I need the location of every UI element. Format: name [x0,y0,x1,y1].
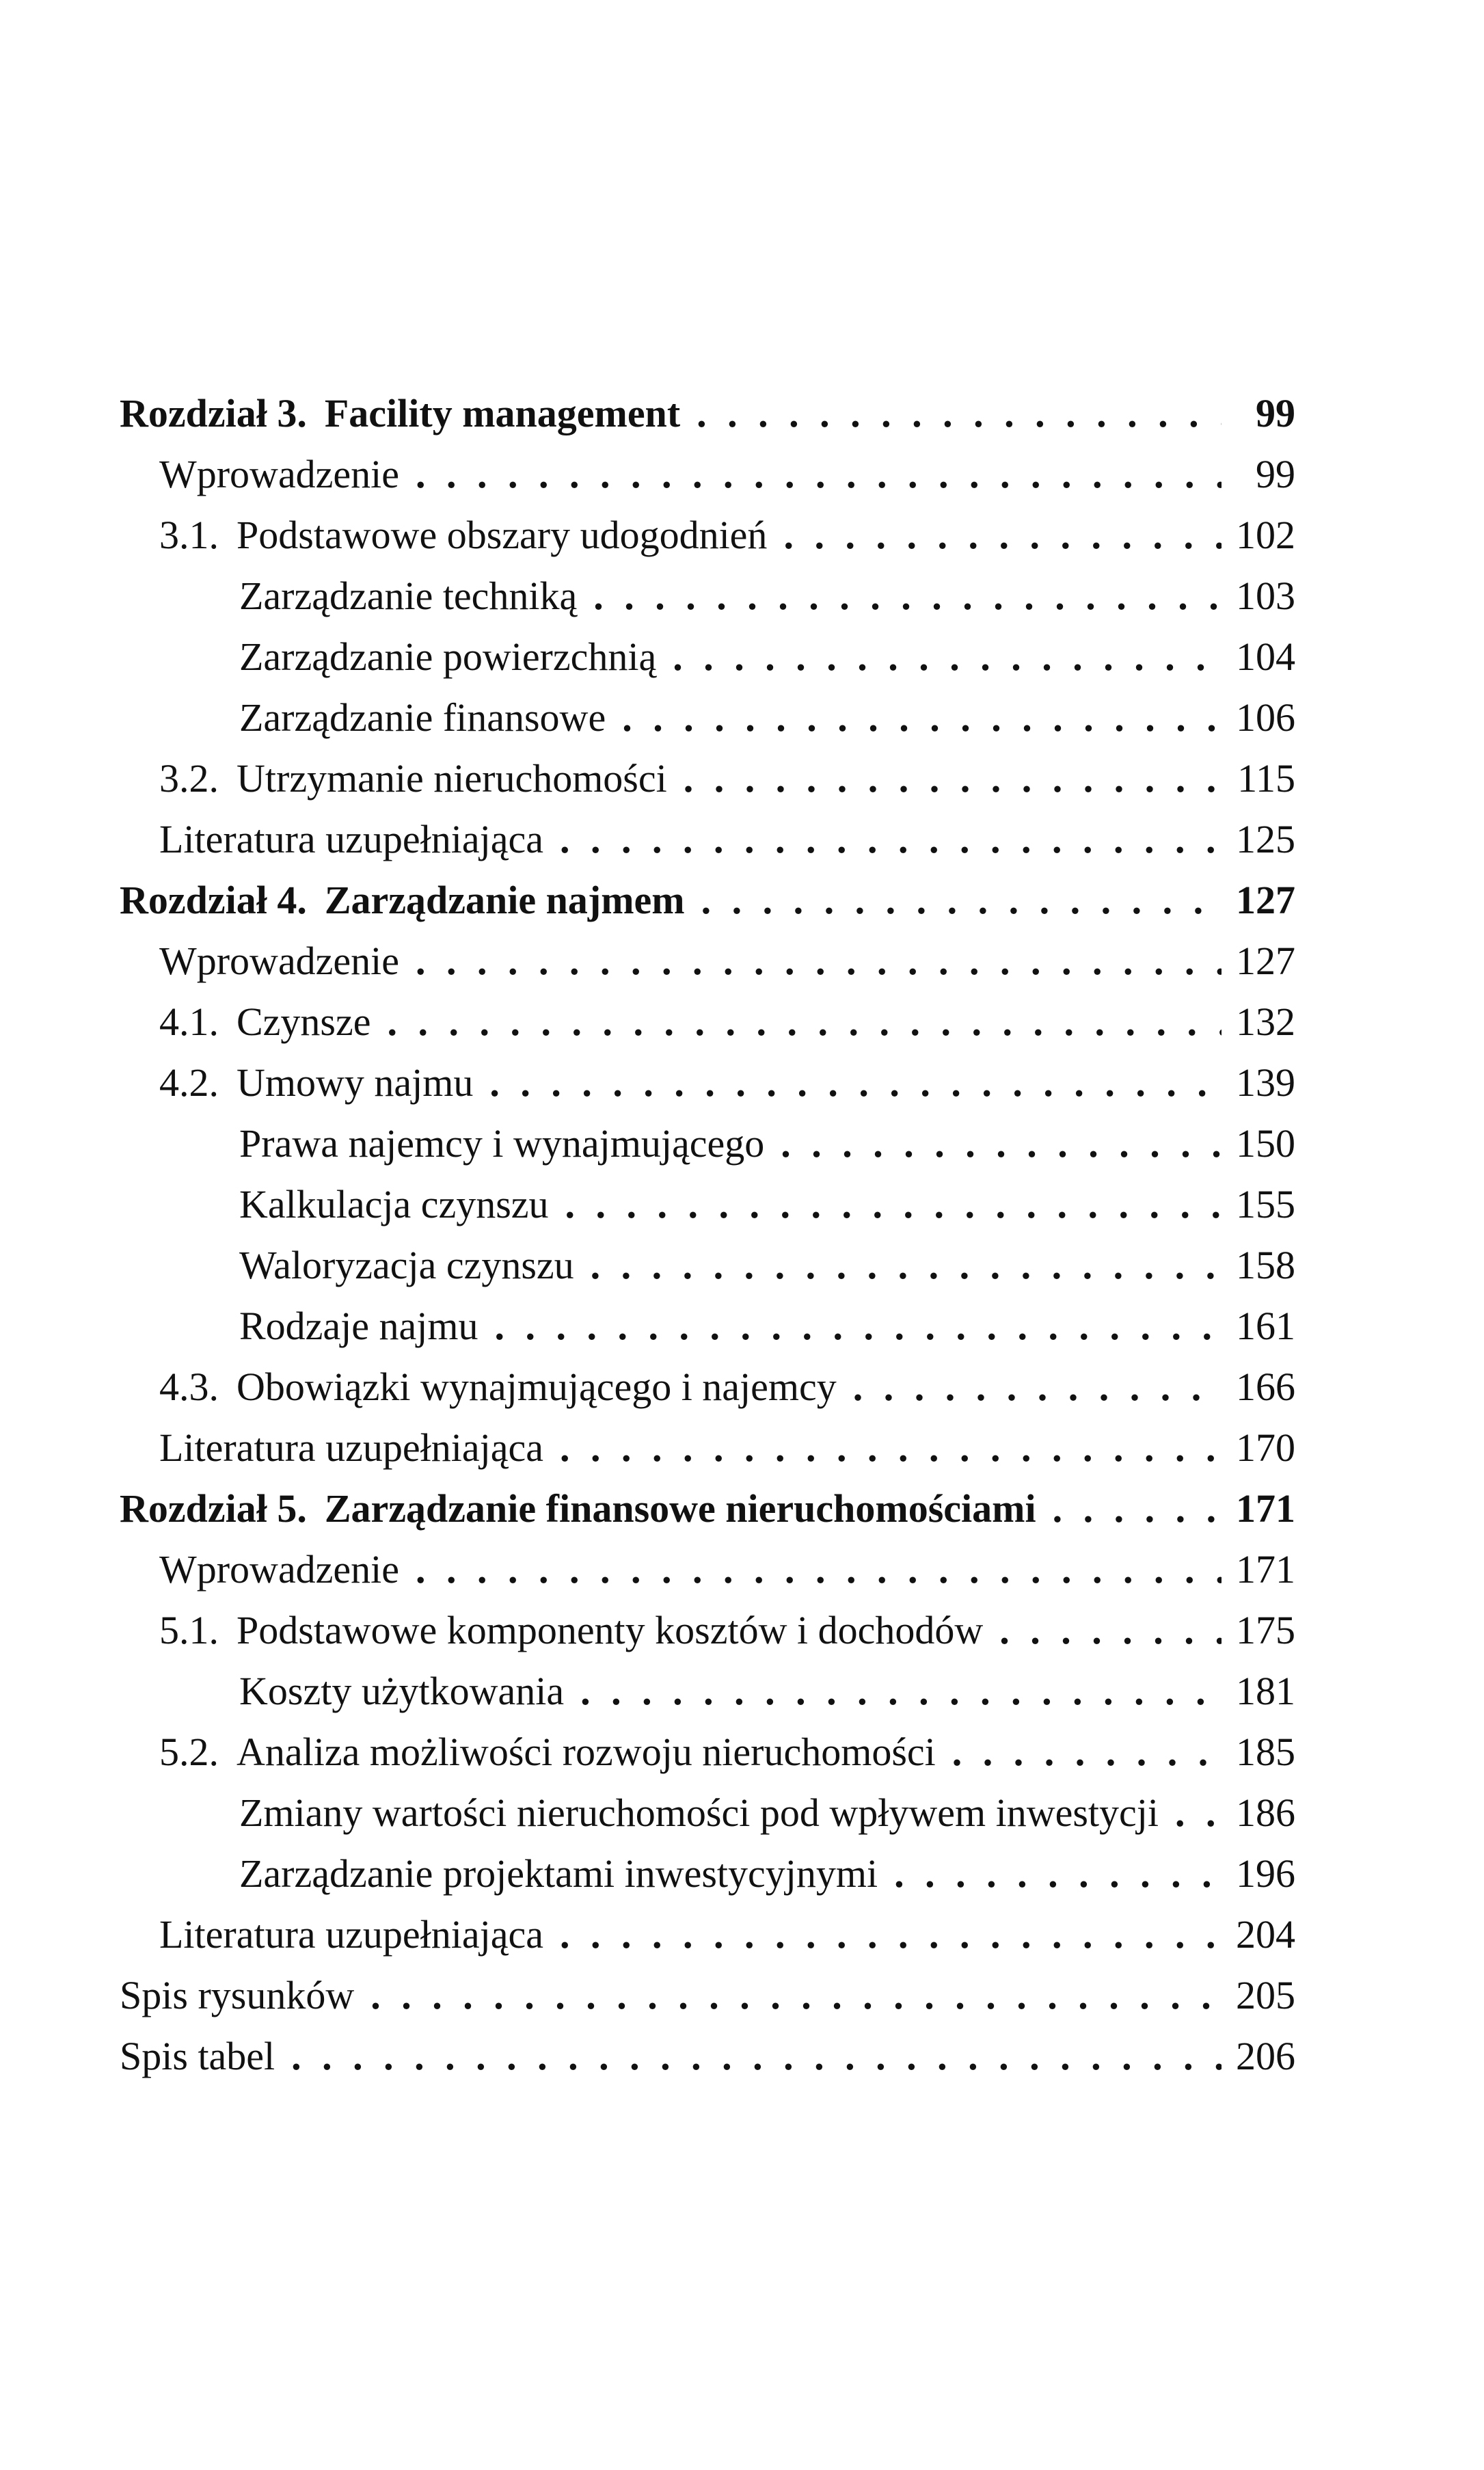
toc-page-number: 99 [1256,452,1295,496]
toc-row [120,505,1295,565]
toc-row [120,748,1295,809]
toc-entry-title: Zarządzanie finansowe nieruchomościami [324,1486,1036,1531]
toc-row [120,1965,1295,2026]
toc-page-number: 171 [1236,1486,1295,1531]
toc-page-number: 171 [1236,1547,1295,1592]
toc-row [120,1843,1295,1904]
toc-chapter-row [120,383,1295,444]
toc-row [120,565,1295,626]
dot-leader [495,1296,1222,1356]
dot-leader [783,505,1222,565]
toc-entry-title: Kalkulacja czynszu [239,1182,549,1226]
toc-entry-title: Analiza możliwości rozwoju nieruchomości [237,1730,936,1774]
toc-page-number: 158 [1236,1243,1295,1287]
dot-leader [781,1113,1222,1174]
toc-page-number: 115 [1237,756,1295,801]
toc-entry-title: Obowiązki wynajmującego i najemcy [237,1365,837,1409]
toc-row [120,991,1295,1052]
dot-leader [673,626,1222,687]
toc-entry-title: Podstawowe komponenty kosztów i dochodów [237,1608,984,1652]
toc-page-number: 106 [1236,695,1295,740]
toc-row [120,1721,1295,1782]
toc-entry-title: Zarządzanie powierzchnią [239,634,657,679]
dot-leader [291,2026,1222,2086]
toc-entry-title: Zarządzanie finansowe [239,695,606,740]
dot-leader [388,991,1222,1052]
dot-leader [952,1721,1222,1782]
toc-entry-title: Koszty użytkowania [239,1669,565,1713]
dot-leader [591,1235,1222,1296]
toc-page-number: 186 [1236,1790,1295,1835]
dot-leader [416,444,1222,505]
toc-entry-title: Spis rysunków [120,1973,355,2017]
toc-entry-title: Wprowadzenie [159,1547,400,1592]
dot-leader [593,565,1222,626]
toc-page-number: 104 [1236,634,1295,679]
dot-leader [489,1052,1222,1113]
toc-page-number: 150 [1236,1121,1295,1166]
toc-entry-title: Zarządzanie techniką [239,574,578,618]
toc-entry-title: Zarządzanie projektami inwestycyjnymi [239,1851,878,1896]
toc-entry-title: Wprowadzenie [159,452,400,496]
toc-page-number: 206 [1236,2034,1295,2078]
toc-page-number: 181 [1236,1669,1295,1713]
toc-page-number: 175 [1236,1608,1295,1652]
dot-leader [560,1904,1222,1965]
toc-row [120,626,1295,687]
dot-leader [580,1661,1222,1721]
dot-leader [416,1539,1222,1600]
toc-chapter-row [120,870,1295,930]
toc-entry-title: Waloryzacja czynszu [239,1243,574,1287]
toc-page-number: 204 [1236,1912,1295,1957]
toc-entry-title: Zmiany wartości nieruchomości pod wpływem inwestycji [239,1790,1159,1835]
toc-row [120,1052,1295,1113]
dot-leader [622,687,1222,748]
toc-entry-title: Podstawowe obszary udogodnień [237,513,768,557]
toc-entry-number: 5.2. [159,1730,219,1774]
toc-row [120,1904,1295,1965]
toc-page-number: 161 [1236,1304,1295,1348]
toc-entry-number: Rozdział 5. [120,1486,307,1531]
toc-row [120,1296,1295,1356]
dot-leader [853,1356,1222,1417]
toc-page-number: 196 [1236,1851,1295,1896]
toc-page-number: 127 [1236,878,1295,922]
toc-entry-number: 5.1. [159,1608,219,1652]
dot-leader [416,930,1222,991]
toc-entry-title: Literatura uzupełniająca [159,817,543,861]
toc-page-number: 103 [1236,574,1295,618]
dot-leader [1175,1782,1222,1843]
toc-entry-title: Facility management [324,391,681,435]
dot-leader [560,1417,1222,1478]
toc-entry-number: 4.3. [159,1365,219,1409]
toc-entry-title: Literatura uzupełniająca [159,1425,543,1470]
toc-entry-number: 4.2. [159,1060,219,1105]
toc-row [120,1113,1295,1174]
toc-page-number: 170 [1236,1425,1295,1470]
toc-entry-title: Literatura uzupełniająca [159,1912,543,1957]
toc-page-number: 125 [1236,817,1295,861]
toc-entry-title: Wprowadzenie [159,939,400,983]
toc-entry-title: Utrzymanie nieruchomości [237,756,667,801]
toc-page-number: 132 [1236,999,1295,1044]
toc-entry-title: Umowy najmu [237,1060,474,1105]
toc-row [120,1417,1295,1478]
toc-row [120,687,1295,748]
toc-row [120,1782,1295,1843]
toc-entry-number: Rozdział 3. [120,391,307,435]
toc-entry-title: Zarządzanie najmem [324,878,685,922]
toc-entry-title: Czynsze [237,999,371,1044]
toc-row [120,1174,1295,1235]
toc-entry-title: Rodzaje najmu [239,1304,478,1348]
toc-page-number: 205 [1236,1973,1295,2017]
toc-row [120,930,1295,991]
dot-leader [894,1843,1222,1904]
toc-row [120,1235,1295,1296]
toc-page-number: 127 [1236,939,1295,983]
toc-row [120,1539,1295,1600]
toc-page-number: 166 [1236,1365,1295,1409]
dot-leader [560,809,1222,870]
dot-leader [684,748,1222,809]
toc-row [120,1600,1295,1661]
toc-page-number: 139 [1236,1060,1295,1105]
toc-page-number: 155 [1236,1182,1295,1226]
toc-entry-number: Rozdział 4. [120,878,307,922]
table-of-contents [120,383,1295,2086]
dot-leader [697,383,1222,444]
toc-page-number: 102 [1236,513,1295,557]
dot-leader [565,1174,1222,1235]
dot-leader [370,1965,1222,2026]
dot-leader [701,870,1222,930]
toc-row [120,2026,1295,2086]
toc-page-number: 99 [1256,391,1295,435]
toc-entry-number: 3.1. [159,513,219,557]
toc-page-number: 185 [1236,1730,1295,1774]
toc-row [120,809,1295,870]
toc-row [120,444,1295,505]
toc-entry-title: Prawa najemcy i wynajmującego [239,1121,765,1166]
toc-row [120,1356,1295,1417]
dot-leader [999,1600,1222,1661]
toc-entry-number: 4.1. [159,999,219,1044]
toc-row [120,1661,1295,1721]
toc-entry-title: Spis tabel [120,2034,275,2078]
toc-entry-number: 3.2. [159,756,219,801]
dot-leader [1053,1478,1222,1539]
toc-chapter-row [120,1478,1295,1539]
